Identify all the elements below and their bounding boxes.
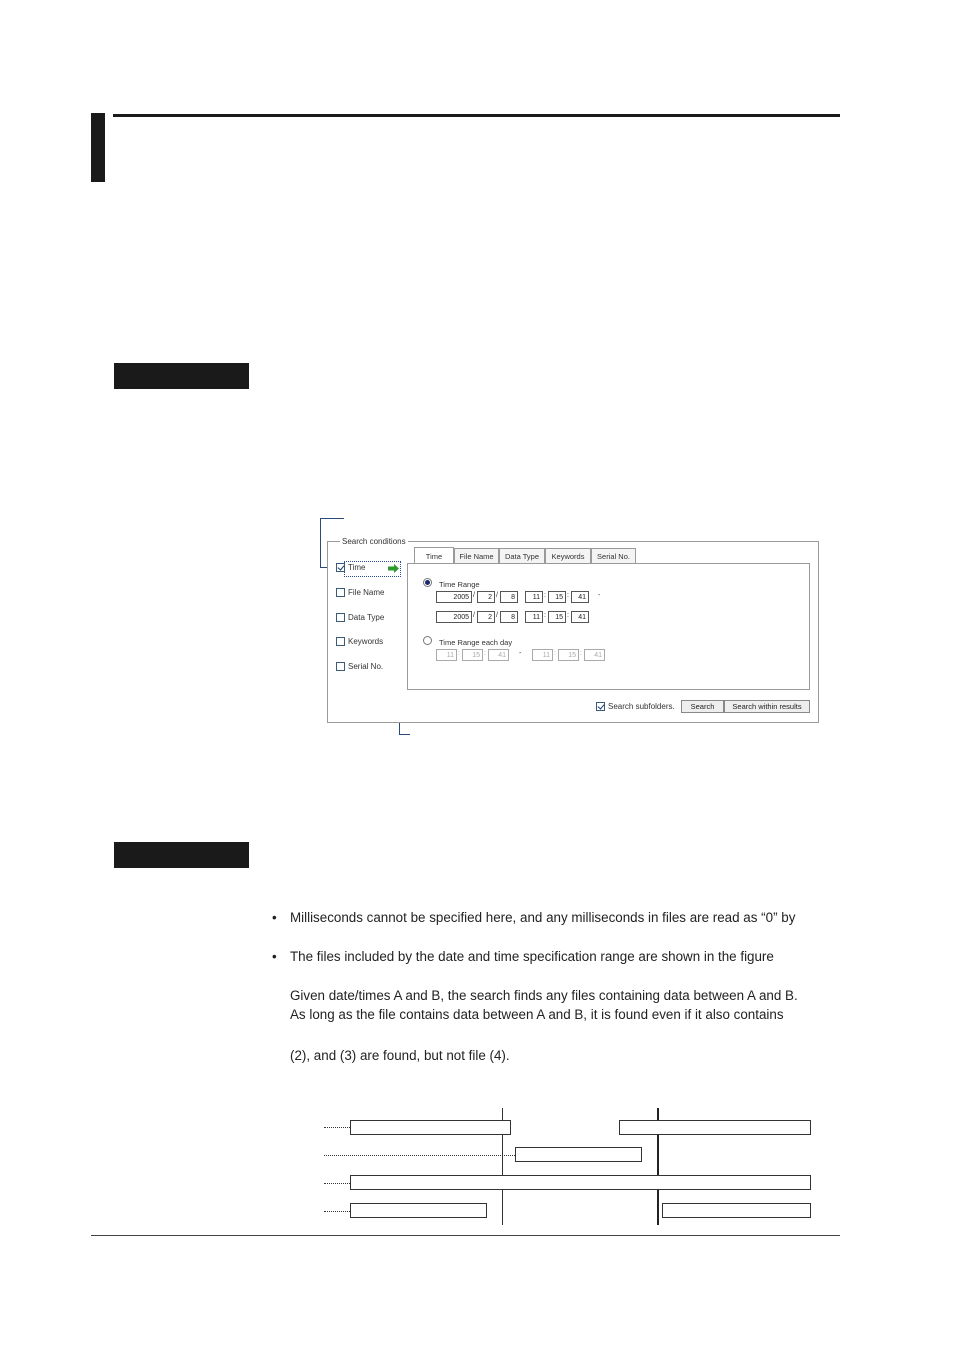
condition-data-type[interactable] <box>336 613 384 622</box>
header-rule <box>113 114 840 117</box>
start-second-field[interactable]: 41 <box>571 591 589 603</box>
file-row-3-bar <box>350 1175 811 1190</box>
section-tab-explanation <box>114 842 249 868</box>
date-separator: / <box>496 592 498 599</box>
each-day-start-second-field[interactable]: 41 <box>488 649 509 661</box>
date-separator: / <box>473 612 475 619</box>
note-paragraph-line-1: Given date/times A and B, the search finds any files containing data between A and B. <box>290 988 798 1003</box>
start-day-field[interactable]: 8 <box>500 591 518 603</box>
tab-time[interactable]: Time <box>414 547 454 564</box>
condition-keywords[interactable] <box>336 637 383 646</box>
each-day-end-hour-field[interactable]: 11 <box>532 649 553 661</box>
date-separator: / <box>473 592 475 599</box>
chapter-marker-bar <box>91 113 105 182</box>
time-separator: : <box>544 612 546 619</box>
search-subfolders-option[interactable] <box>596 702 675 711</box>
tab-serial-no[interactable]: Serial No. <box>591 548 636 563</box>
time-separator: : <box>544 592 546 599</box>
time-range-radio[interactable] <box>423 578 432 587</box>
data-type-checkbox[interactable] <box>336 613 345 622</box>
end-hour-field[interactable]: 11 <box>525 611 543 623</box>
time-separator: : <box>580 650 582 657</box>
condition-time[interactable] <box>336 563 365 572</box>
each-day-end-second-field[interactable]: 41 <box>584 649 605 661</box>
file-row-1-bar-right <box>619 1120 811 1135</box>
arrow-right-icon <box>388 564 399 573</box>
file-row-2-bar <box>515 1147 642 1162</box>
condition-serial-no[interactable] <box>336 662 383 671</box>
time-separator: : <box>484 650 486 657</box>
file-name-checkbox[interactable] <box>336 588 345 597</box>
footer-rule <box>91 1235 840 1236</box>
end-second-field[interactable]: 41 <box>571 611 589 623</box>
callout-line-top-horizontal <box>320 518 344 519</box>
tab-keywords[interactable]: Keywords <box>545 548 591 563</box>
each-day-start-hour-field[interactable]: 11 <box>436 649 457 661</box>
keywords-checkbox[interactable] <box>336 637 345 646</box>
callout-line-top-vertical <box>320 518 321 568</box>
time-separator: : <box>567 592 569 599</box>
end-month-field[interactable]: 2 <box>477 611 495 623</box>
condition-file-name[interactable] <box>336 588 384 597</box>
start-minute-field[interactable]: 15 <box>548 591 566 603</box>
file-row-2-leader <box>324 1155 515 1156</box>
file-row-1-leader <box>324 1127 350 1128</box>
file-row-4-bar-left <box>350 1203 487 1218</box>
condition-time-label: Time <box>348 563 366 572</box>
search-button[interactable]: Search <box>681 700 724 713</box>
start-year-field[interactable]: 2005 <box>436 591 472 603</box>
callout-line-bottom-horizontal <box>399 734 410 735</box>
bullet-marker: • <box>272 910 277 925</box>
time-range-each-day-label: Time Range each day <box>439 638 513 647</box>
tab-file-name[interactable]: File Name <box>454 548 499 563</box>
bullet-marker: • <box>272 949 277 964</box>
condition-data-type-label: Data Type <box>348 613 385 622</box>
condition-file-name-label: File Name <box>348 588 385 597</box>
each-day-start-minute-field[interactable]: 15 <box>462 649 483 661</box>
file-row-3-leader <box>324 1183 350 1184</box>
end-minute-field[interactable]: 15 <box>548 611 566 623</box>
time-separator: : <box>554 650 556 657</box>
search-subfolders-label: Search subfolders. <box>608 702 675 711</box>
start-hour-field[interactable]: 11 <box>525 591 543 603</box>
section-tab-procedure <box>114 363 249 389</box>
file-row-1-bar-left <box>350 1120 511 1135</box>
file-row-4-bar-right <box>662 1203 811 1218</box>
note-paragraph-line-2: As long as the file contains data between A and B, it is found even if it also contains <box>290 1007 784 1022</box>
file-row-4-leader <box>324 1211 350 1212</box>
end-day-field[interactable]: 8 <box>500 611 518 623</box>
start-month-field[interactable]: 2 <box>477 591 495 603</box>
note-files-included: The files included by the date and time specification range are shown in the figure <box>290 949 774 964</box>
note-milliseconds: Milliseconds cannot be specified here, and any milliseconds in files are read as “0” by <box>290 910 796 925</box>
each-day-end-minute-field[interactable]: 15 <box>558 649 579 661</box>
search-within-results-button[interactable]: Search within results <box>724 700 810 713</box>
time-range-each-day-radio[interactable] <box>423 636 432 645</box>
search-subfolders-checkbox[interactable] <box>596 702 605 711</box>
condition-keywords-label: Keywords <box>348 637 384 646</box>
note-paragraph-line-3: (2), and (3) are found, but not file (4). <box>290 1048 510 1063</box>
time-separator: : <box>458 650 460 657</box>
condition-serial-no-label: Serial No. <box>348 662 384 671</box>
time-separator: : <box>567 612 569 619</box>
range-dash: - <box>519 650 522 657</box>
search-conditions-label: Search conditions <box>342 537 406 546</box>
date-separator: / <box>496 612 498 619</box>
tab-data-type[interactable]: Data Type <box>499 548 545 563</box>
serial-no-checkbox[interactable] <box>336 662 345 671</box>
end-year-field[interactable]: 2005 <box>436 611 472 623</box>
range-dash: - <box>598 592 601 599</box>
time-range-label: Time Range <box>439 580 480 589</box>
time-checkbox[interactable] <box>336 563 345 572</box>
